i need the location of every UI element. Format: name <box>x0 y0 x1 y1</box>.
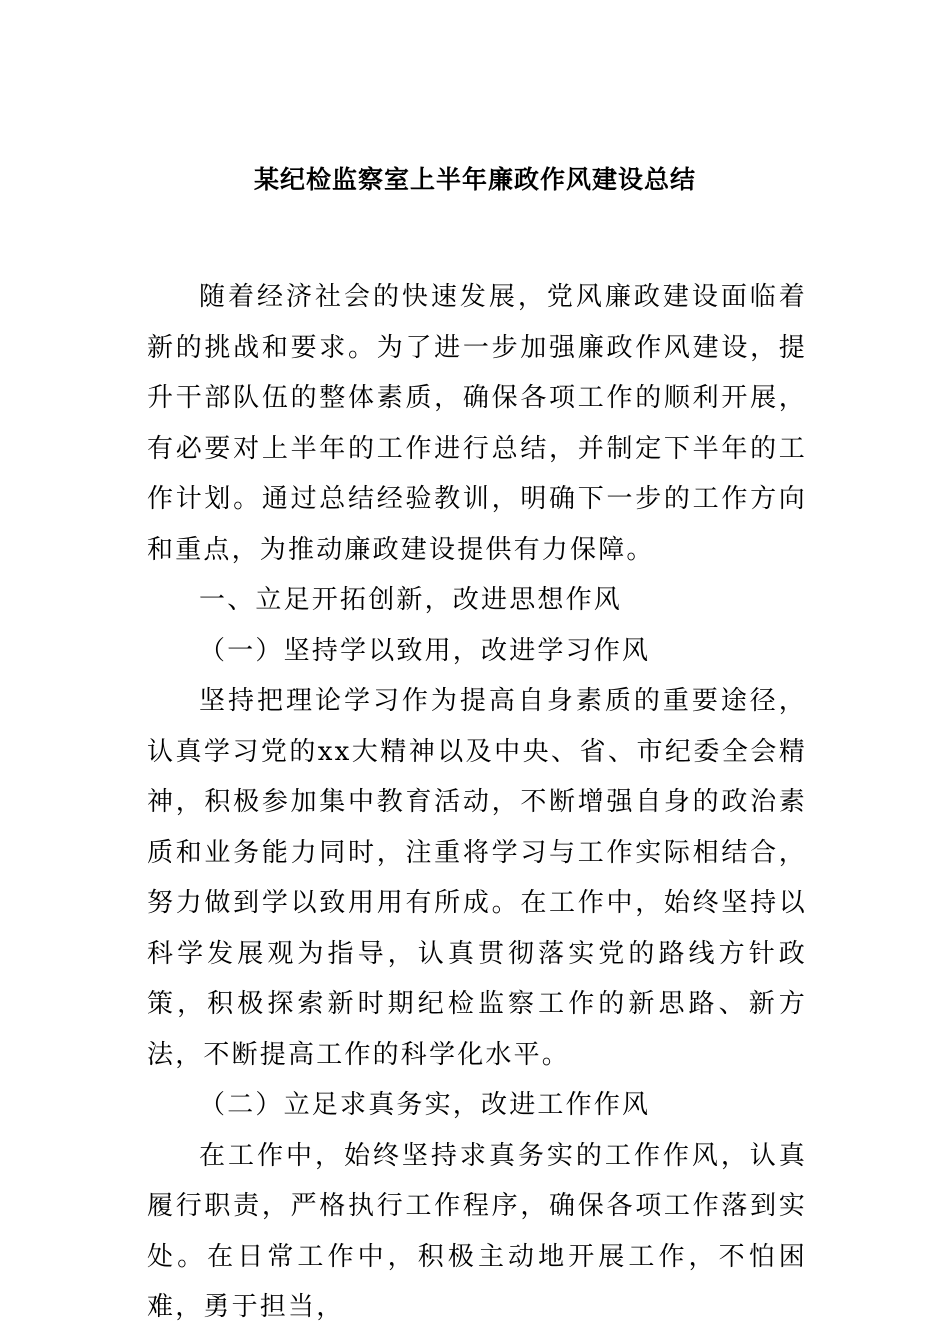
section-heading-1: 一、立足开拓创新，改进思想作风 <box>199 585 623 615</box>
body-paragraph: 坚持把理论学习作为提高自身素质的重要途径，认真学习党的xx大精神以及中央、省、市纪委全会精神，积极参加集中教育活动，不断增强自身的政治素质和业务能力同时，注重将学习与工作实际相结合，努力做到学以致用用有所成。在工作中，始终坚持以科学发展观为指导，认真贯彻落实党的路线方针政策，积极探索新时期纪检监察工作的新思路、新方法，不断提高工作的科学化水平。 <box>147 686 807 1070</box>
document-title: 某纪检监察室上半年廉政作风建设总结 <box>253 165 696 194</box>
subsection-heading-1: （一）坚持学以致用，改进学习作风 <box>199 635 651 666</box>
intro-paragraph: 随着经济社会的快速发展，党风廉政建设面临着新的挑战和要求。为了进一步加强廉政作风建设，提升干部队伍的整体素质，确保各项工作的顺利开展，有必要对上半年的工作进行总结，并制定下半年的工作计划。通过总结经验教训，明确下一步的工作方向和重点，为推动廉政建设提供有力保障。 <box>147 282 807 565</box>
document-body <box>147 272 807 1333</box>
body-paragraph: 在工作中，始终坚持求真务实的工作作风，认真履行职责，严格执行工作程序，确保各项工作落到实处。在日常工作中，积极主动地开展工作，不怕困难，勇于担当， <box>147 1140 807 1322</box>
subsection-heading-2: （二）立足求真务实，改进工作作风 <box>199 1090 651 1120</box>
